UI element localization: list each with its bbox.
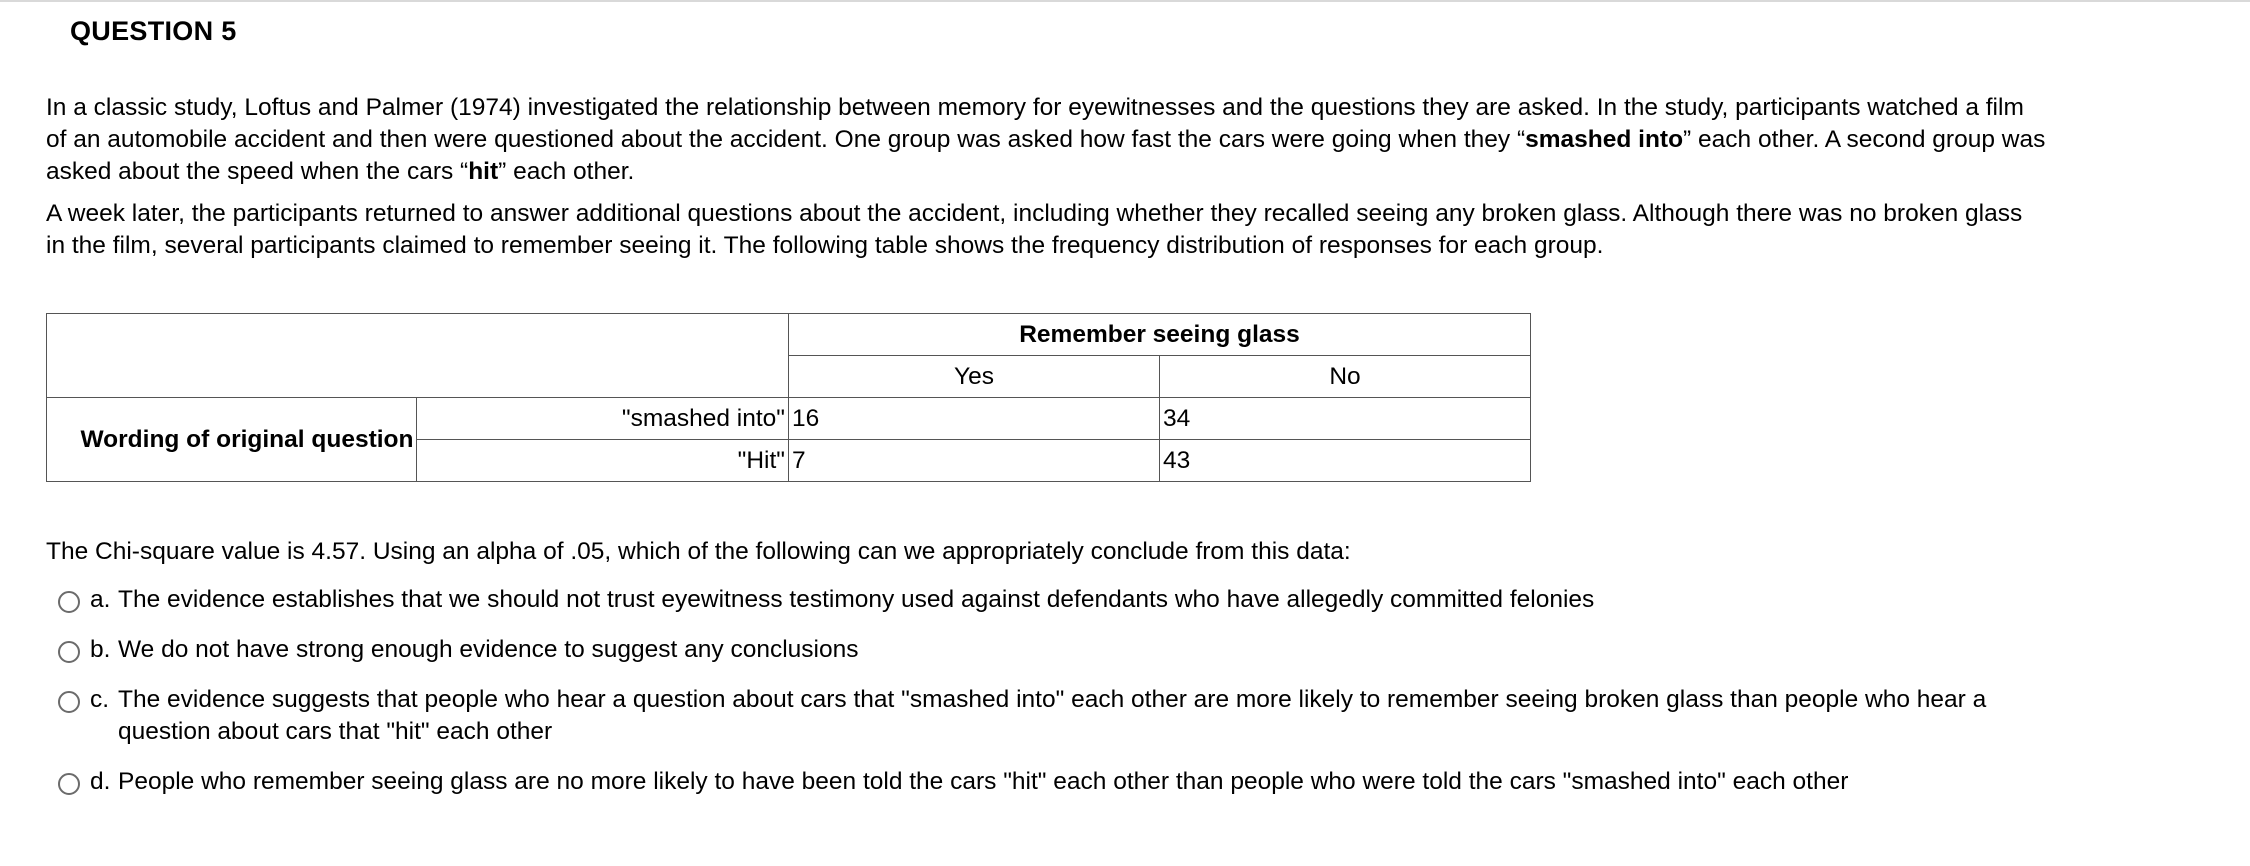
radio-button-b[interactable] — [58, 641, 80, 663]
option-letter-d: d. — [90, 768, 111, 795]
bold-smashed-into: smashed into — [1525, 126, 1684, 153]
option-text-d[interactable]: People who remember seeing glass are no more likely to have been told the cars "hit" each other than people who were told the cars "smashed into" each other — [118, 768, 1849, 795]
table-corner-cell — [47, 314, 789, 398]
option-letter-b: b. — [90, 636, 111, 663]
question-body — [46, 92, 2046, 272]
followup-paragraph: A week later, the participants returned to answer additional questions about the accident, including whether they recalled seeing any broken glass. Although there was no broken glass in the film, several participants claimed to remember seeing it. The following table shows the frequency distribution of responses for each group. — [46, 200, 2023, 259]
bold-hit: hit — [468, 158, 499, 185]
intro-text-3: ” each other. — [498, 158, 635, 185]
option-c[interactable] — [58, 684, 2058, 748]
cell-yes-smashed: 16 — [789, 398, 1160, 440]
intro-text-2: ” each other. A second group was asked about the speed when the cars “ — [46, 126, 2046, 185]
cell-yes-hit: 7 — [789, 440, 1160, 482]
row-wording-smashed: "smashed into" — [417, 398, 789, 440]
radio-button-d[interactable] — [58, 773, 80, 795]
option-letter-a: a. — [90, 586, 111, 613]
option-a[interactable] — [58, 584, 2058, 616]
table-header-row — [47, 314, 1531, 356]
option-letter-c: c. — [90, 686, 110, 713]
row-group-label: Wording of original question — [47, 398, 417, 482]
frequency-table — [46, 313, 1531, 482]
intro-text-1: In a classic study, Loftus and Palmer (1974) investigated the relationship between memory for eyewitnesses and the questions they are asked. In the study, participants watched a film of an automobile accident and then were questioned about the accident. One group was asked how fast the cars were going when they “ — [46, 94, 2024, 153]
option-text-a[interactable]: The evidence establishes that we should not trust eyewitness testimony used against defendants who have allegedly committed felonies — [118, 586, 1595, 613]
table-row — [47, 398, 1531, 440]
cell-no-hit: 43 — [1160, 440, 1531, 482]
radio-button-c[interactable] — [58, 691, 80, 713]
question-prompt: The Chi-square value is 4.57. Using an alpha of .05, which of the following can we appropriately conclude from this data: — [46, 538, 1351, 565]
col-header-yes: Yes — [789, 356, 1160, 398]
top-divider — [0, 0, 2250, 2]
col-header-no: No — [1160, 356, 1531, 398]
table-header-remember: Remember seeing glass — [789, 314, 1531, 356]
row-wording-hit: "Hit" — [417, 440, 789, 482]
radio-button-a[interactable] — [58, 591, 80, 613]
option-text-c[interactable]: The evidence suggests that people who hear a question about cars that "smashed into" each other are more likely to remember seeing broken glass than people who hear a question about cars that "hit" each other — [118, 686, 1987, 745]
option-d[interactable] — [58, 766, 2058, 798]
intro-paragraph — [46, 92, 2046, 188]
cell-no-smashed: 34 — [1160, 398, 1531, 440]
question-title: QUESTION 5 — [70, 16, 237, 46]
option-b[interactable] — [58, 634, 2058, 666]
answer-options — [58, 584, 2058, 816]
option-text-b[interactable]: We do not have strong enough evidence to suggest any conclusions — [118, 636, 859, 663]
